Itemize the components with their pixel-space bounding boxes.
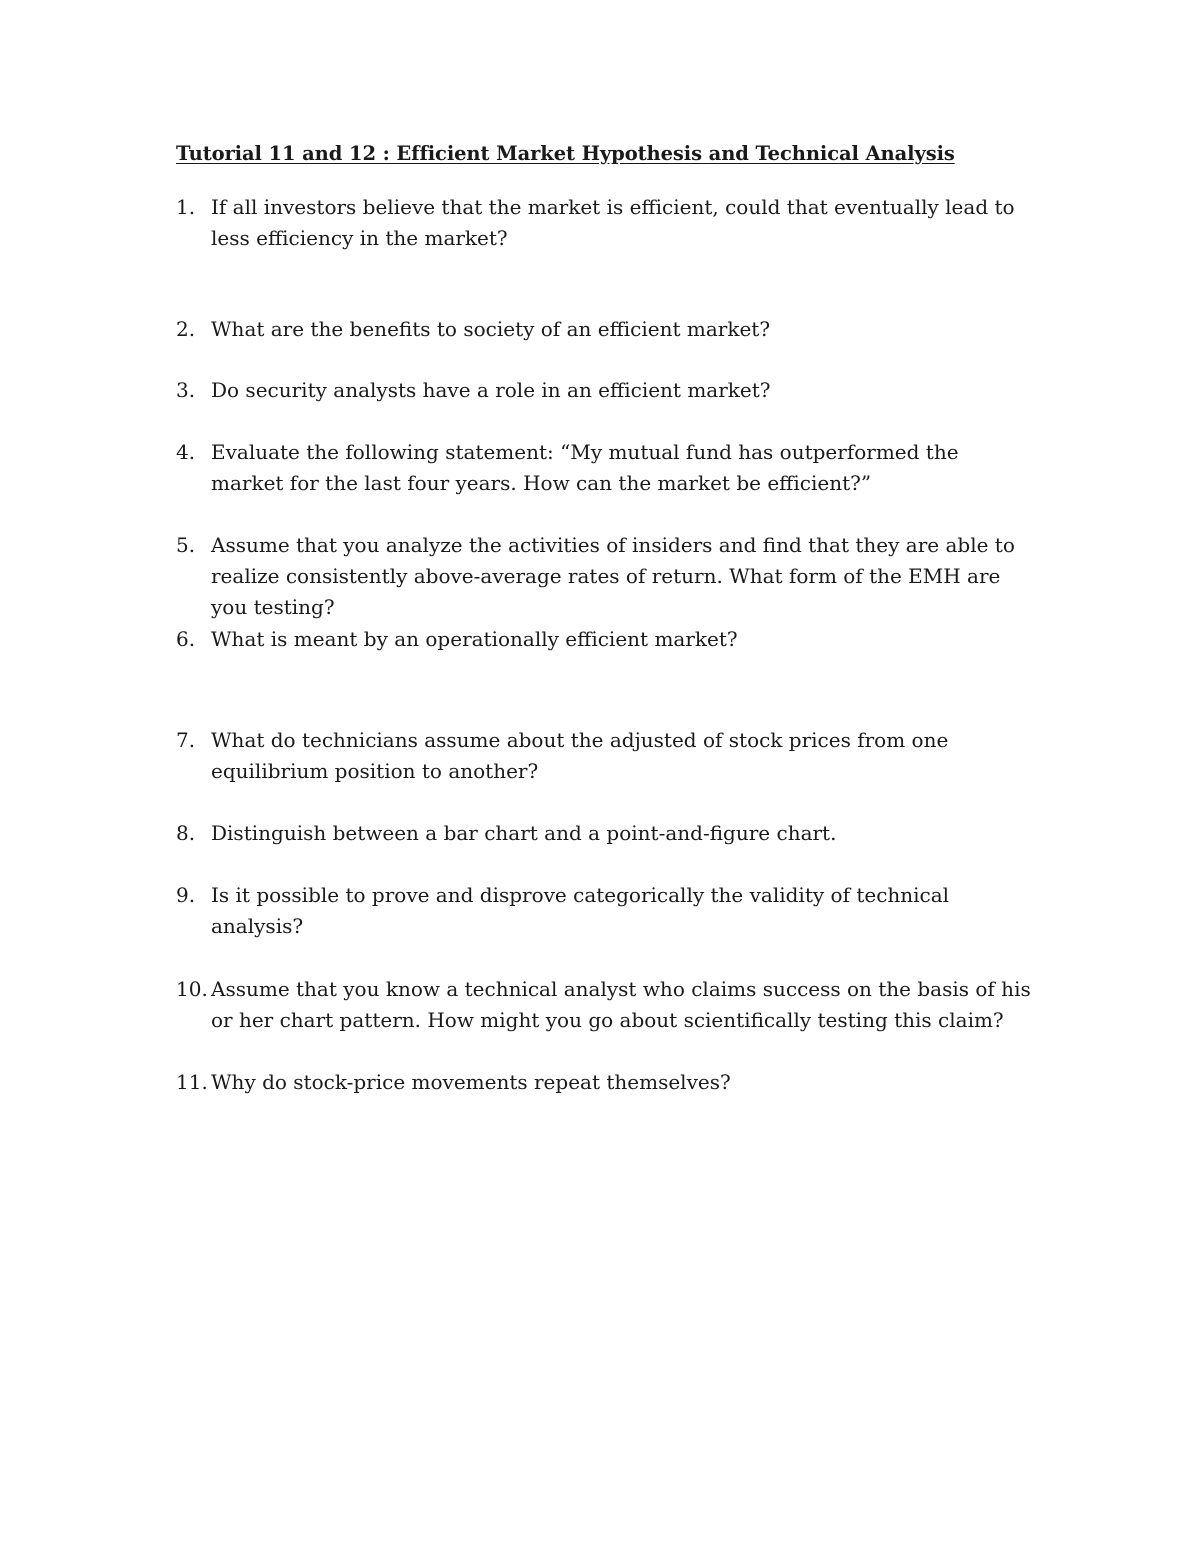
question-number: 7.	[176, 728, 196, 752]
question-text: What do technicians assume about the adjusted of stock prices from one equilibrium position to another?	[211, 728, 949, 783]
question-number: 1.	[176, 195, 196, 219]
question-number: 2.	[176, 317, 196, 341]
question-text: Assume that you analyze the activities of insiders and find that they are able to realize consistently above-average rates of return. What form of the EMH are you testing?	[211, 533, 1015, 619]
question-item-10	[176, 974, 1036, 1036]
question-item-9	[176, 880, 1036, 942]
question-number: 11.	[176, 1070, 208, 1094]
question-number: 4.	[176, 440, 196, 464]
question-number: 3.	[176, 378, 196, 402]
question-number: 8.	[176, 821, 196, 845]
question-item-7	[176, 725, 1036, 787]
question-text: Is it possible to prove and disprove categorically the validity of technical analysis?	[211, 883, 950, 938]
question-number: 10.	[176, 977, 208, 1001]
question-text: Evaluate the following statement: “My mutual fund has outperformed the market for the last four years. How can the market be efficient?”	[211, 440, 959, 495]
question-number: 9.	[176, 883, 196, 907]
question-text: If all investors believe that the market is efficient, could that eventually lead to less efficiency in the market?	[211, 195, 1015, 250]
question-item-5	[176, 530, 1036, 623]
question-item-3	[176, 375, 1036, 406]
question-text: What is meant by an operationally efficient market?	[211, 627, 738, 651]
question-item-11	[176, 1067, 1036, 1098]
question-item-8	[176, 818, 1036, 849]
question-text: Distinguish between a bar chart and a point-and-figure chart.	[211, 821, 837, 845]
question-item-6	[176, 624, 1036, 655]
question-text: Why do stock-price movements repeat themselves?	[211, 1070, 731, 1094]
question-item-1	[176, 192, 1036, 254]
question-number: 6.	[176, 627, 196, 651]
question-item-2	[176, 314, 1036, 345]
question-text: Assume that you know a technical analyst who claims success on the basis of his or her chart pattern. How might you go about scientifically testing this claim?	[211, 977, 1031, 1032]
question-item-4	[176, 437, 1036, 499]
question-text: What are the benefits to society of an efficient market?	[211, 317, 771, 341]
question-text: Do security analysts have a role in an efficient market?	[211, 378, 771, 402]
page-title: Tutorial 11 and 12 : Efficient Market Hypothesis and Technical Analysis	[176, 142, 955, 165]
question-number: 5.	[176, 533, 196, 557]
